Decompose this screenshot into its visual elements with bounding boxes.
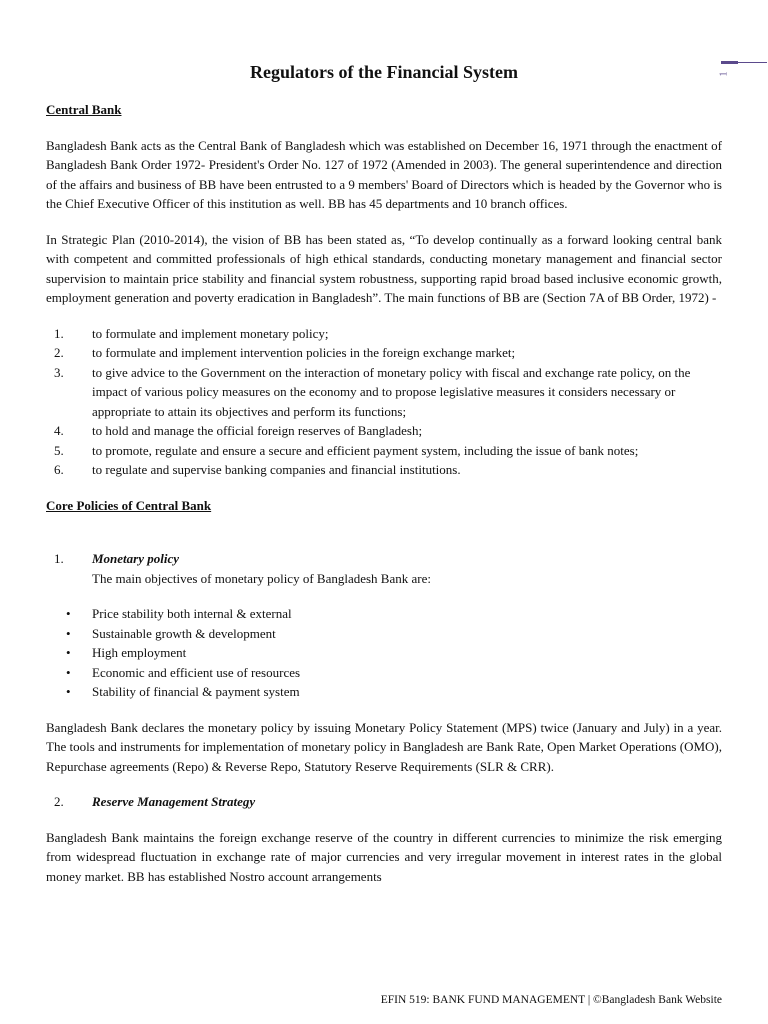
section-reserve-management	[46, 792, 768, 812]
heading-central-bank: Central Bank	[46, 102, 122, 117]
section-title: Reserve Management Strategy	[92, 794, 256, 809]
bullet-icon: •	[66, 664, 71, 680]
list-item	[46, 663, 722, 683]
bullet-icon: •	[66, 645, 71, 660]
section-number: 1.	[54, 551, 64, 566]
list-item	[46, 643, 722, 663]
item-text: Stability of financial & payment system	[92, 684, 300, 699]
heading-core-policies: Core Policies of Central Bank	[46, 497, 212, 513]
paragraph: Bangladesh Bank declares the monetary policy by issuing Monetary Policy Statement (MPS) twice (January and July) in a year. The tools and instruments for implementation of monetary policy in Bangladesh are Bank Rate, Open Market Operations (OMO), Repurchase agreements (Repo) & Reverse Repo, Statutory Reserve Requirements (SLR & CRR).	[46, 719, 722, 774]
item-number: 6.	[54, 462, 64, 477]
item-text: to hold and manage the official foreign reserves of Bangladesh;	[92, 423, 423, 438]
footer: EFIN 519: BANK FUND MANAGEMENT | ©Bangladesh Bank Website	[380, 994, 722, 1006]
list-item	[46, 441, 722, 461]
paragraph: Bangladesh Bank acts as the Central Bank of Bangladesh which was established on December 16, 1971 through the enactment of Bangladesh Bank Order 1972- President's Order No. 127 of 1972 (Amended in 2003). The general superintendence and direction of the affairs and business of BB have been entrusted to a 9 members' Board of Directors which is headed by the Governor who is the Chief Executive Officer of this institution as well. BB has 45 departments and 10 branch offices.	[46, 137, 722, 211]
list-item	[46, 624, 722, 644]
item-number: 2.	[54, 345, 64, 360]
item-number: 1.	[54, 325, 64, 341]
item-text: Price stability both internal & external	[92, 606, 292, 621]
item-number: 5.	[54, 442, 64, 458]
item-text: High employment	[92, 645, 187, 660]
item-text: to formulate and implement monetary policy;	[92, 325, 329, 341]
list-item	[46, 460, 722, 480]
list-item	[46, 343, 722, 363]
list-item	[46, 421, 722, 441]
bullet-icon: •	[66, 625, 71, 641]
page-number: 1	[718, 71, 730, 77]
section-monetary-policy	[46, 549, 768, 588]
paragraph: Bangladesh Bank maintains the foreign exchange reserve of the country in different currencies to minimize the risk emerging from widespread fluctuation in exchange rate of major currencies and very irregular movement in interest rates in the global money market. BB has established Nostro account arrangements	[46, 829, 722, 884]
item-text: to give advice to the Government on the interaction of monetary policy with fiscal and exchange rate policy, on the impact of various policy measures on the economy and to propose legislative measures it considers necessary or appropriate to attain its objectives and perform its functions;	[92, 364, 691, 419]
objectives-list	[46, 604, 722, 702]
functions-list	[46, 324, 722, 480]
item-text: to formulate and implement intervention policies in the foreign exchange market;	[92, 345, 516, 360]
paragraph: In Strategic Plan (2010-2014), the vision of BB has been stated as, “To develop continually as a forward looking central bank with competent and committed professionals of high ethical standards, conducting monetary management and financial sector supervision to maintain price stability and financial system robustness, supporting rapid broad based inclusive economic growth, employment generation and poverty eradication in Bangladesh”. The main functions of BB are (Section 7A of BB Order, 1972) -	[46, 231, 722, 305]
section-number: 2.	[54, 794, 64, 809]
list-item	[46, 682, 722, 702]
section-intro: The main objectives of monetary policy of Bangladesh Bank are:	[92, 570, 431, 586]
page-title: Regulators of the Financial System	[250, 62, 518, 82]
bullet-icon: •	[66, 606, 71, 621]
list-item	[46, 604, 722, 624]
bullet-icon: •	[66, 684, 71, 699]
item-number: 4.	[54, 423, 64, 438]
item-text: to regulate and supervise banking companies and financial institutions.	[92, 462, 461, 477]
list-item	[46, 324, 722, 344]
item-text: Economic and efficient use of resources	[92, 664, 301, 680]
header-accent	[721, 61, 738, 64]
item-text: to promote, regulate and ensure a secure and efficient payment system, including the issue of bank notes;	[92, 442, 639, 458]
item-number: 3.	[54, 364, 64, 380]
section-title: Monetary policy	[92, 551, 180, 566]
list-item	[46, 363, 722, 422]
item-text: Sustainable growth & development	[92, 625, 276, 641]
